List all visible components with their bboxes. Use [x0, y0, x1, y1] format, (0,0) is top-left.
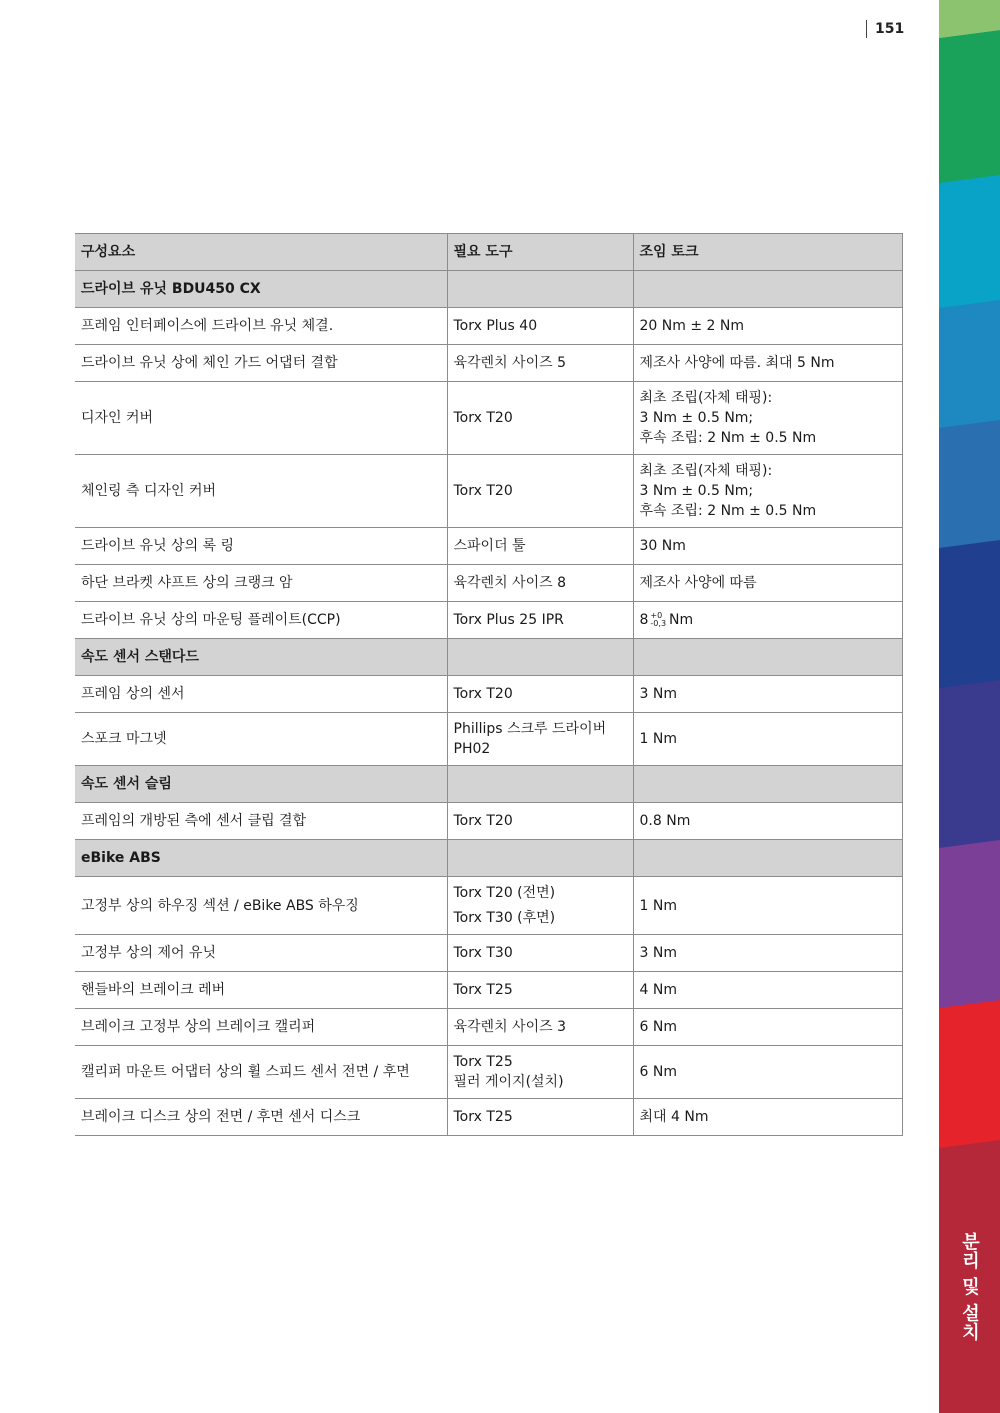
torque-cell [633, 345, 902, 382]
section-empty-cell [633, 639, 902, 676]
color-band [939, 840, 1000, 1012]
component-cell: 디자인 커버 [75, 382, 447, 455]
tool-cell [447, 713, 633, 766]
torque-cell [633, 528, 902, 565]
tool-line: Torx T25 [453, 1109, 513, 1125]
color-band [939, 30, 1000, 187]
tool-line: Torx T20 [453, 813, 513, 829]
color-band [939, 175, 1000, 312]
table-row [75, 382, 902, 455]
torque-line: 3 Nm ± 0.5 Nm; [639, 483, 754, 499]
torque-line: 후속 조립: 2 Nm ± 0.5 Nm [639, 430, 817, 446]
table-row [75, 602, 902, 639]
table-row [75, 676, 902, 713]
tool-line: Torx Plus 40 [453, 318, 538, 334]
torque-line: 최초 조립(자체 태핑): [639, 463, 773, 479]
tool-cell [447, 455, 633, 528]
tool-cell [447, 803, 633, 840]
table-row [75, 308, 902, 345]
section-title: 속도 센서 스탠다드 [75, 639, 447, 676]
table-row [75, 713, 902, 766]
table-row [75, 345, 902, 382]
torque-cell [633, 935, 902, 972]
section-row [75, 639, 902, 676]
torque-line: 제조사 사양에 따름. 최대 5 Nm [639, 355, 835, 371]
torque-line: 3 Nm ± 0.5 Nm; [639, 410, 754, 426]
torque-cell [633, 877, 902, 935]
table-row [75, 1046, 902, 1099]
tool-line: 육각렌치 사이즈 3 [453, 1019, 566, 1035]
component-cell: 체인링 측 디자인 커버 [75, 455, 447, 528]
component-cell: 드라이브 유닛 상의 마운팅 플레이트(CCP) [75, 602, 447, 639]
section-empty-cell [447, 271, 633, 308]
tool-line: 육각렌치 사이즈 8 [453, 575, 566, 591]
tool-line: 필러 게이지(설치) [453, 1074, 564, 1090]
torque-line: 20 Nm ± 2 Nm [639, 318, 744, 334]
torque-cell [633, 1099, 902, 1136]
component-cell: 고정부 상의 제어 유닛 [75, 935, 447, 972]
torque-line: 30 Nm [639, 538, 686, 554]
component-cell: 프레임 인터페이스에 드라이브 유닛 체결. [75, 308, 447, 345]
section-empty-cell [447, 840, 633, 877]
table-row [75, 877, 902, 935]
tool-cell [447, 528, 633, 565]
tool-cell [447, 935, 633, 972]
torque-cell [633, 565, 902, 602]
torque-line: 6 Nm [639, 1064, 677, 1080]
torque-cell [633, 1046, 902, 1099]
torque-line: 1 Nm [639, 731, 677, 747]
torque-tolerance [650, 612, 666, 628]
table-row [75, 455, 902, 528]
section-empty-cell [633, 766, 902, 803]
header-tool: 필요 도구 [447, 234, 633, 271]
color-band [939, 540, 1000, 692]
tool-cell [447, 1099, 633, 1136]
section-title: 속도 센서 슬림 [75, 766, 447, 803]
torque-cell [633, 308, 902, 345]
color-band [939, 680, 1000, 852]
table-row [75, 935, 902, 972]
component-cell: 드라이브 유닛 상의 록 링 [75, 528, 447, 565]
color-band [939, 300, 1000, 432]
tool-line: 스파이더 툴 [453, 538, 526, 554]
tool-line: Torx T30 [453, 945, 513, 961]
torque-cell [633, 382, 902, 455]
color-band [939, 1000, 1000, 1152]
header-component: 구성요소 [75, 234, 447, 271]
tool-cell [447, 602, 633, 639]
tolerance-lower: -0,3 [650, 619, 667, 628]
torque-cell [633, 972, 902, 1009]
chapter-color-strip [939, 0, 1000, 1413]
tool-cell [447, 972, 633, 1009]
torque-line: 최대 4 Nm [639, 1109, 709, 1125]
tool-cell [447, 676, 633, 713]
torque-cell [633, 676, 902, 713]
torque-line: 1 Nm [639, 897, 677, 914]
tool-line: PH02 [453, 741, 491, 757]
page-number: 151 [866, 20, 904, 38]
component-cell: 프레임 상의 센서 [75, 676, 447, 713]
table-row [75, 1099, 902, 1136]
section-title: 드라이브 유닛 BDU450 CX [75, 271, 447, 308]
torque-line: 3 Nm [639, 945, 677, 961]
tool-cell [447, 382, 633, 455]
torque-value: 8 [639, 612, 649, 628]
torque-unit: Nm [669, 612, 694, 628]
tool-line: Phillips 스크루 드라이버 [453, 721, 607, 737]
section-empty-cell [447, 639, 633, 676]
tolerance-upper: +0 [650, 611, 663, 620]
tool-cell [447, 308, 633, 345]
header-torque: 조임 토크 [633, 234, 902, 271]
section-row [75, 766, 902, 803]
table-row [75, 1009, 902, 1046]
section-title: eBike ABS [75, 840, 447, 877]
torque-line: 3 Nm [639, 686, 677, 702]
table-row [75, 803, 902, 840]
table-row [75, 528, 902, 565]
tool-cell [447, 877, 633, 935]
tool-line: Torx T20 [453, 686, 513, 702]
tool-line: Torx T20 [453, 483, 513, 499]
tool-line: Torx T30 (후면) [453, 910, 556, 926]
section-empty-cell [633, 840, 902, 877]
component-cell: 드라이브 유닛 상에 체인 가드 어댑터 결합 [75, 345, 447, 382]
tool-line: Torx T20 (전면) [453, 885, 556, 901]
tool-line: Torx T25 [453, 1054, 513, 1070]
chapter-label: 분리 및 설치 [959, 1232, 980, 1342]
tool-line: Torx Plus 25 IPR [453, 612, 564, 628]
color-band [939, 420, 1000, 552]
torque-line: 최초 조립(자체 태핑): [639, 390, 773, 406]
torque-cell [633, 803, 902, 840]
tool-line: Torx T25 [453, 982, 513, 998]
torque-cell [633, 602, 902, 639]
tool-cell [447, 565, 633, 602]
section-row [75, 840, 902, 877]
component-cell: 핸들바의 브레이크 레버 [75, 972, 447, 1009]
component-cell: 고정부 상의 하우징 섹션 / eBike ABS 하우징 [75, 877, 447, 935]
table-row [75, 972, 902, 1009]
table-header-row [75, 234, 902, 271]
torque-spec-table [75, 233, 903, 1136]
section-empty-cell [633, 271, 902, 308]
tool-cell [447, 1009, 633, 1046]
torque-line: 후속 조립: 2 Nm ± 0.5 Nm [639, 503, 817, 519]
torque-line: 4 Nm [639, 982, 677, 998]
component-cell: 스포크 마그넷 [75, 713, 447, 766]
section-empty-cell [447, 766, 633, 803]
torque-line: 제조사 사양에 따름 [639, 575, 757, 591]
tool-line: 육각렌치 사이즈 5 [453, 355, 566, 371]
torque-line: 6 Nm [639, 1019, 677, 1035]
torque-cell [633, 455, 902, 528]
table-row [75, 565, 902, 602]
tool-cell [447, 1046, 633, 1099]
torque-cell [633, 1009, 902, 1046]
component-cell: 프레임의 개방된 측에 센서 클립 결합 [75, 803, 447, 840]
component-cell: 하단 브라켓 샤프트 상의 크랭크 암 [75, 565, 447, 602]
tool-cell [447, 345, 633, 382]
torque-line: 0.8 Nm [639, 813, 691, 829]
component-cell: 캘리퍼 마운트 어댑터 상의 휠 스피드 센서 전면 / 후면 [75, 1046, 447, 1099]
component-cell: 브레이크 고정부 상의 브레이크 캘리퍼 [75, 1009, 447, 1046]
torque-cell [633, 713, 902, 766]
section-row [75, 271, 902, 308]
tool-line: Torx T20 [453, 410, 513, 426]
component-cell: 브레이크 디스크 상의 전면 / 후면 센서 디스크 [75, 1099, 447, 1136]
